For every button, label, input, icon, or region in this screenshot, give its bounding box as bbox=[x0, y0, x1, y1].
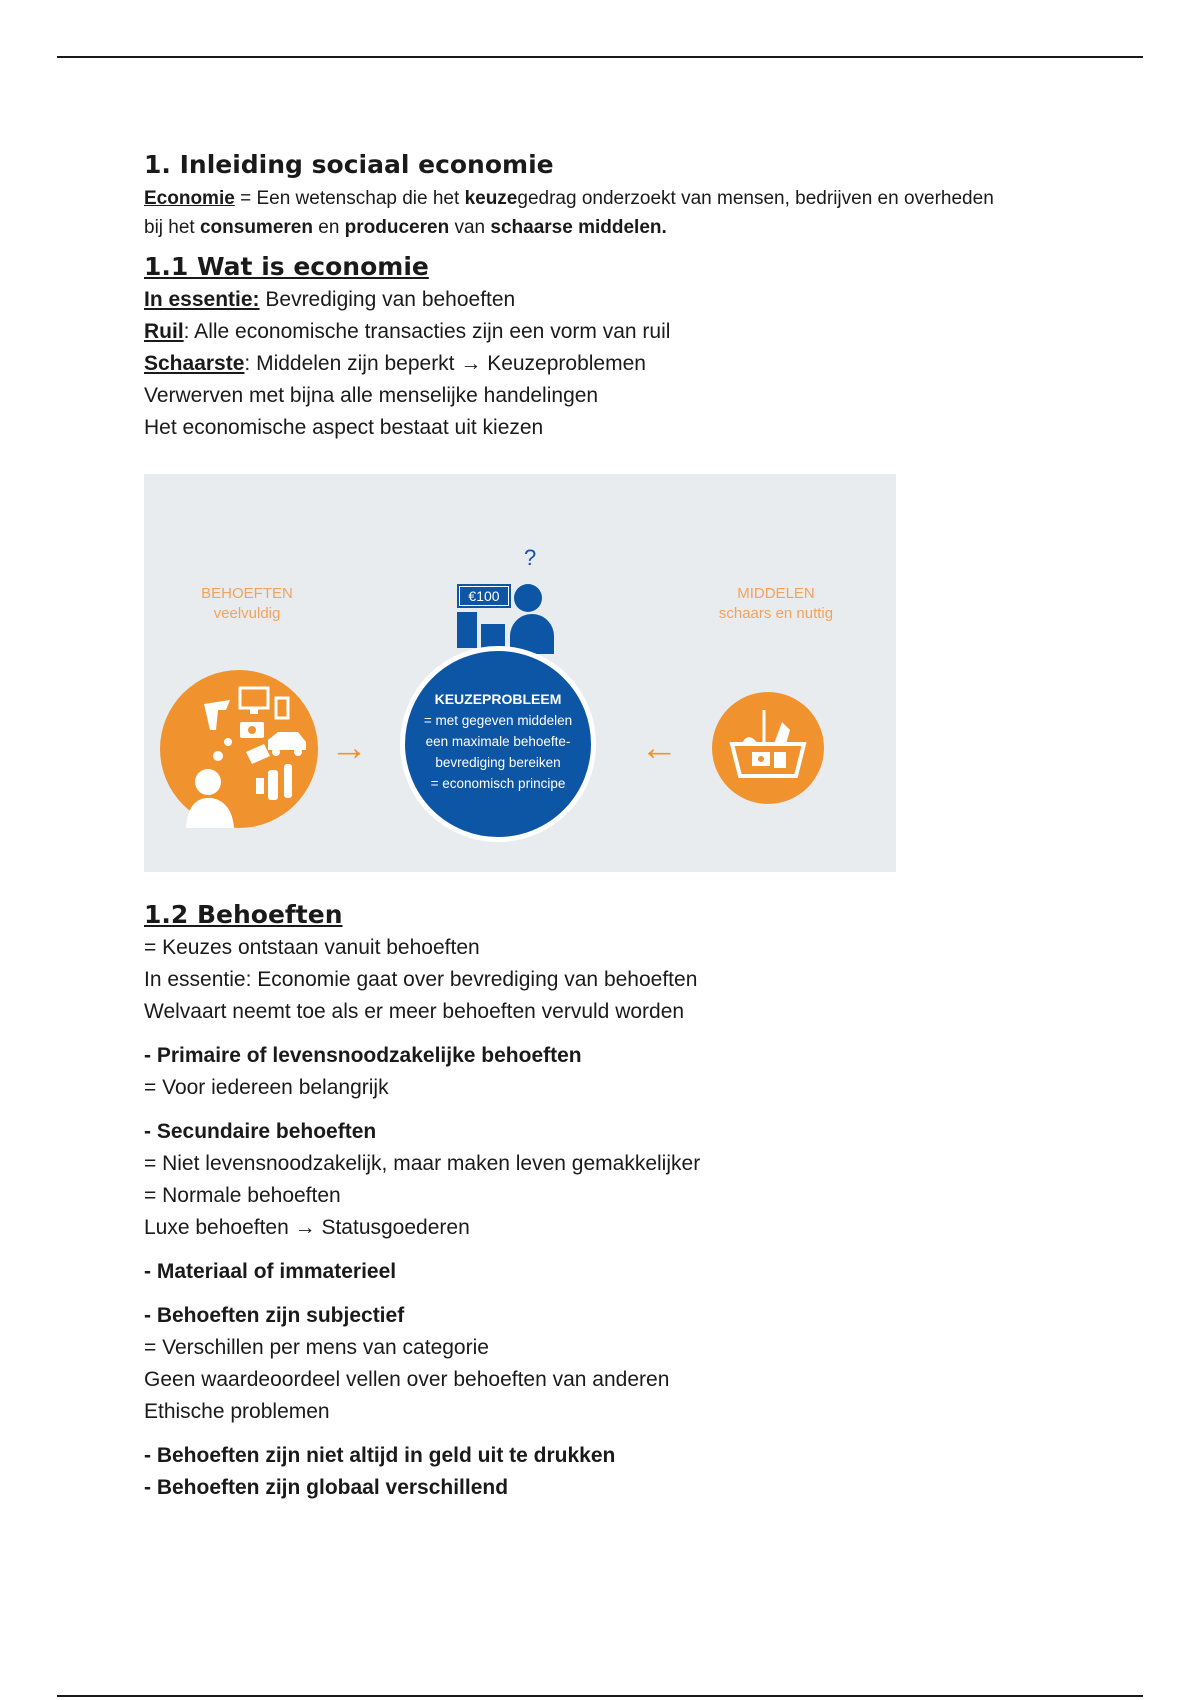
arrow-left-icon: ← bbox=[640, 727, 678, 769]
secondary-needs-line: Luxe behoeften → Statusgoederen bbox=[144, 1216, 470, 1239]
needs-illustration-icon bbox=[160, 670, 318, 828]
line-essentie-2: In essentie: Economie gaat over bevrediging van behoeften bbox=[144, 968, 698, 991]
line-schaarste: Schaarste: Middelen zijn beperkt → Keuzeproblemen bbox=[144, 352, 646, 375]
global-needs-title: - Behoeften zijn globaal verschillend bbox=[144, 1476, 509, 1499]
header-rule bbox=[57, 56, 1143, 58]
subjective-needs-line: Ethische problemen bbox=[144, 1400, 330, 1423]
label-middelen: MIDDELEN schaars en nuttig bbox=[718, 585, 834, 622]
person-head-icon bbox=[514, 584, 542, 612]
line-keuzes: = Keuzes ontstaan vanuit behoeften bbox=[144, 936, 480, 959]
label-behoeften: BEHOEFTEN veelvuldig bbox=[201, 585, 293, 622]
heading-1-1: 1.1 Wat is economie bbox=[144, 252, 429, 281]
primary-needs-title: - Primaire of levensnoodzakelijke behoeften bbox=[144, 1044, 582, 1067]
economics-figure bbox=[144, 474, 896, 872]
secondary-needs-line: = Normale behoeften bbox=[144, 1184, 341, 1207]
money-needs-title: - Behoeften zijn niet altijd in geld uit te drukken bbox=[144, 1444, 616, 1467]
wallet-block-icon bbox=[457, 612, 477, 648]
intro-paragraph bbox=[144, 184, 1074, 242]
document-body bbox=[144, 148, 1074, 1504]
intro-line-2: bij het consumeren en produceren van schaarse middelen. bbox=[144, 217, 667, 238]
material-needs-title: - Materiaal of immaterieel bbox=[144, 1260, 397, 1283]
keuzeprobleem-circle: KEUZEPROBLEEM = met gegeven middelen een maximale behoefte- bevrediging bereiken = economisch principe bbox=[400, 646, 596, 842]
section-1-1-body bbox=[144, 284, 1074, 444]
resources-circle-icon bbox=[712, 692, 824, 804]
term-economie: Economie bbox=[144, 188, 235, 209]
money-tag: €100 bbox=[457, 584, 511, 608]
primary-needs-line: = Voor iedereen belangrijk bbox=[144, 1076, 389, 1099]
needs-circle-icon bbox=[160, 670, 318, 828]
subjective-needs-line: Geen waardeoordeel vellen over behoeften van anderen bbox=[144, 1368, 670, 1391]
line-welvaart: Welvaart neemt toe als er meer behoeften vervuld worden bbox=[144, 1000, 685, 1023]
line-verwerven: Verwerven met bijna alle menselijke handelingen bbox=[144, 384, 599, 407]
subjective-needs-line: = Verschillen per mens van categorie bbox=[144, 1336, 489, 1359]
subjective-needs-title: - Behoeften zijn subjectief bbox=[144, 1304, 405, 1327]
footer-rule bbox=[57, 1695, 1143, 1697]
question-mark: ? bbox=[524, 545, 537, 570]
intro-line-1: Economie = Een wetenschap die het keuzegedrag onderzoekt van mensen, bedrijven en overheden bbox=[144, 188, 994, 209]
wallet-block-icon bbox=[481, 624, 505, 648]
shopping-basket-icon bbox=[712, 692, 824, 804]
arrow-right-icon: → bbox=[330, 727, 368, 769]
line-essentie: In essentie: Bevrediging van behoeften bbox=[144, 288, 516, 311]
line-kiezen: Het economische aspect bestaat uit kiezen bbox=[144, 416, 544, 439]
secondary-needs-line: = Niet levensnoodzakelijk, maar maken leven gemakkelijker bbox=[144, 1152, 701, 1175]
heading-1-2: 1.2 Behoeften bbox=[144, 900, 343, 929]
secondary-needs-title: - Secundaire behoeften bbox=[144, 1120, 377, 1143]
heading-1: 1. Inleiding sociaal economie bbox=[144, 150, 554, 179]
section-1-2-body bbox=[144, 932, 1074, 1504]
line-ruil: Ruil: Alle economische transacties zijn een vorm van ruil bbox=[144, 320, 671, 343]
